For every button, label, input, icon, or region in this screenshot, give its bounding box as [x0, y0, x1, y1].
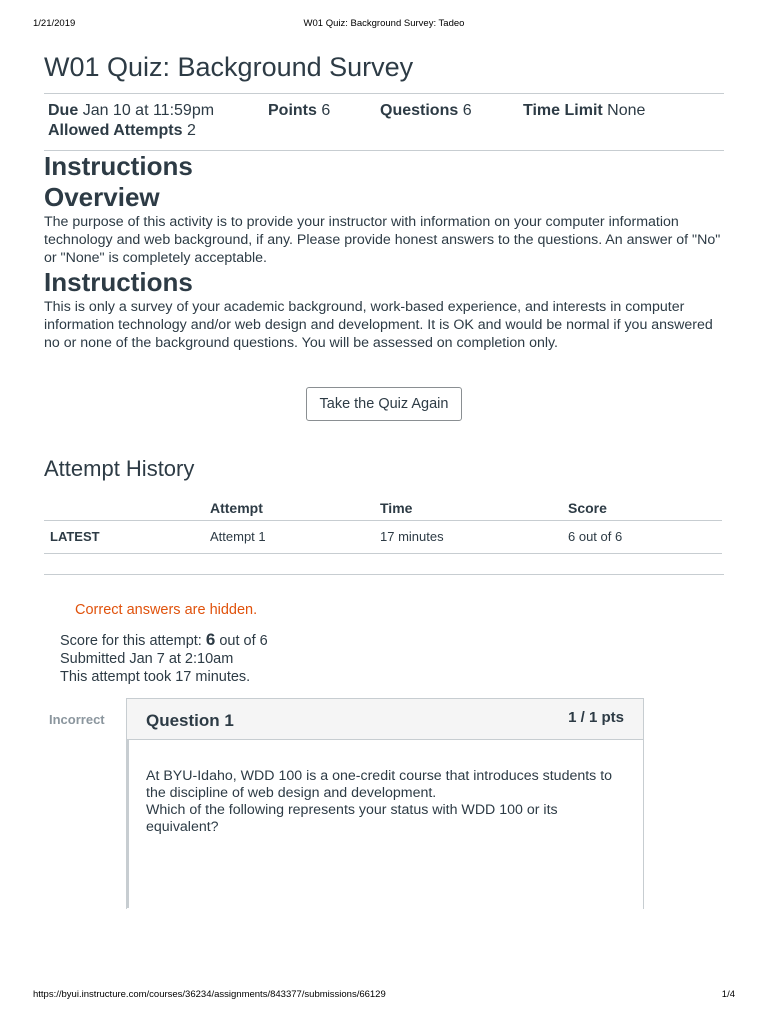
print-footer [33, 989, 735, 1003]
attempt-link[interactable]: Attempt 1 [204, 521, 374, 554]
quiz-title: W01 Quiz: Background Survey [44, 52, 414, 82]
attempts-value: 2 [186, 122, 196, 139]
overview-text: The purpose of this activity is to provide your instructor with information on your computer information technology and web background, if any. Please provide honest answers to the questions. An answer of "No" or "None" is completely acceptable. [44, 214, 721, 266]
question-text [127, 740, 643, 836]
table-row [44, 521, 722, 554]
attempts-label: Allowed Attempts [48, 122, 183, 139]
due-label: Due [48, 102, 79, 119]
attempt-time: 17 minutes [374, 521, 562, 554]
main-content [44, 48, 724, 909]
instructions-text: This is only a survey of your academic background, work-based experience, and interests in computer information technology and/or web design and development. It is OK and would be normal if you answered no or none of the background questions. You will be assessed on completion only. [44, 299, 713, 351]
question-status: Incorrect [49, 712, 105, 727]
time-limit-value: None [607, 102, 646, 119]
points-value: 6 [321, 102, 331, 119]
time-limit-detail [523, 101, 645, 121]
answers-hidden-note: Correct answers are hidden. [75, 602, 258, 618]
questions-detail [380, 101, 523, 121]
due-value: Jan 10 at 11:59pm [82, 102, 215, 119]
allowed-attempts-detail [48, 121, 720, 141]
question-header [127, 699, 643, 740]
score-suffix: out of 6 [215, 633, 268, 649]
score-value: 6 [205, 630, 216, 649]
print-date: 1/21/2019 [33, 18, 76, 29]
attempt-history-table [44, 496, 722, 554]
question-text-line: At BYU-Idaho, WDD 100 is a one-credit course that introduces students to the discipline of web design and development. [146, 768, 613, 801]
column-header-score: Score [562, 496, 722, 521]
question-name: Question 1 [146, 711, 234, 730]
question-points: 1 / 1 pts [568, 709, 624, 726]
due-detail [48, 101, 268, 121]
instructions-heading: Instructions [44, 151, 193, 181]
score-prefix: Score for this attempt: [60, 633, 206, 649]
quiz-details [44, 93, 724, 151]
attempt-score: 6 out of 6 [562, 521, 722, 554]
column-header-time: Time [374, 496, 562, 521]
column-header [44, 496, 204, 521]
attempt-history-title: Attempt History [44, 456, 195, 481]
score-line [60, 631, 724, 650]
points-label: Points [268, 102, 317, 119]
take-quiz-again-button[interactable]: Take the Quiz Again [306, 387, 463, 421]
table-header-row [44, 496, 722, 521]
time-limit-label: Time Limit [523, 102, 603, 119]
questions-label: Questions [380, 102, 459, 119]
column-header-attempt: Attempt [204, 496, 374, 521]
section-divider [44, 574, 724, 575]
questions-value: 6 [462, 102, 472, 119]
overview-heading: Overview [44, 182, 160, 212]
print-url: https://byui.instructure.com/courses/36234/assignments/843377/submissions/66129 [33, 989, 386, 1000]
page-number: 1/4 [721, 989, 735, 1000]
print-title: W01 Quiz: Background Survey: Tadeo [303, 18, 465, 29]
print-header [33, 18, 735, 32]
instructions-subheading: Instructions [44, 267, 193, 297]
points-detail [268, 101, 380, 121]
latest-label: LATEST [44, 521, 204, 554]
question-card [126, 698, 644, 909]
question-block [44, 698, 724, 909]
submitted-time: Submitted Jan 7 at 2:10am [60, 651, 234, 667]
score-summary [60, 631, 724, 686]
attempt-duration: This attempt took 17 minutes. [60, 669, 251, 685]
question-text-line: Which of the following represents your status with WDD 100 or its equivalent? [146, 802, 558, 835]
